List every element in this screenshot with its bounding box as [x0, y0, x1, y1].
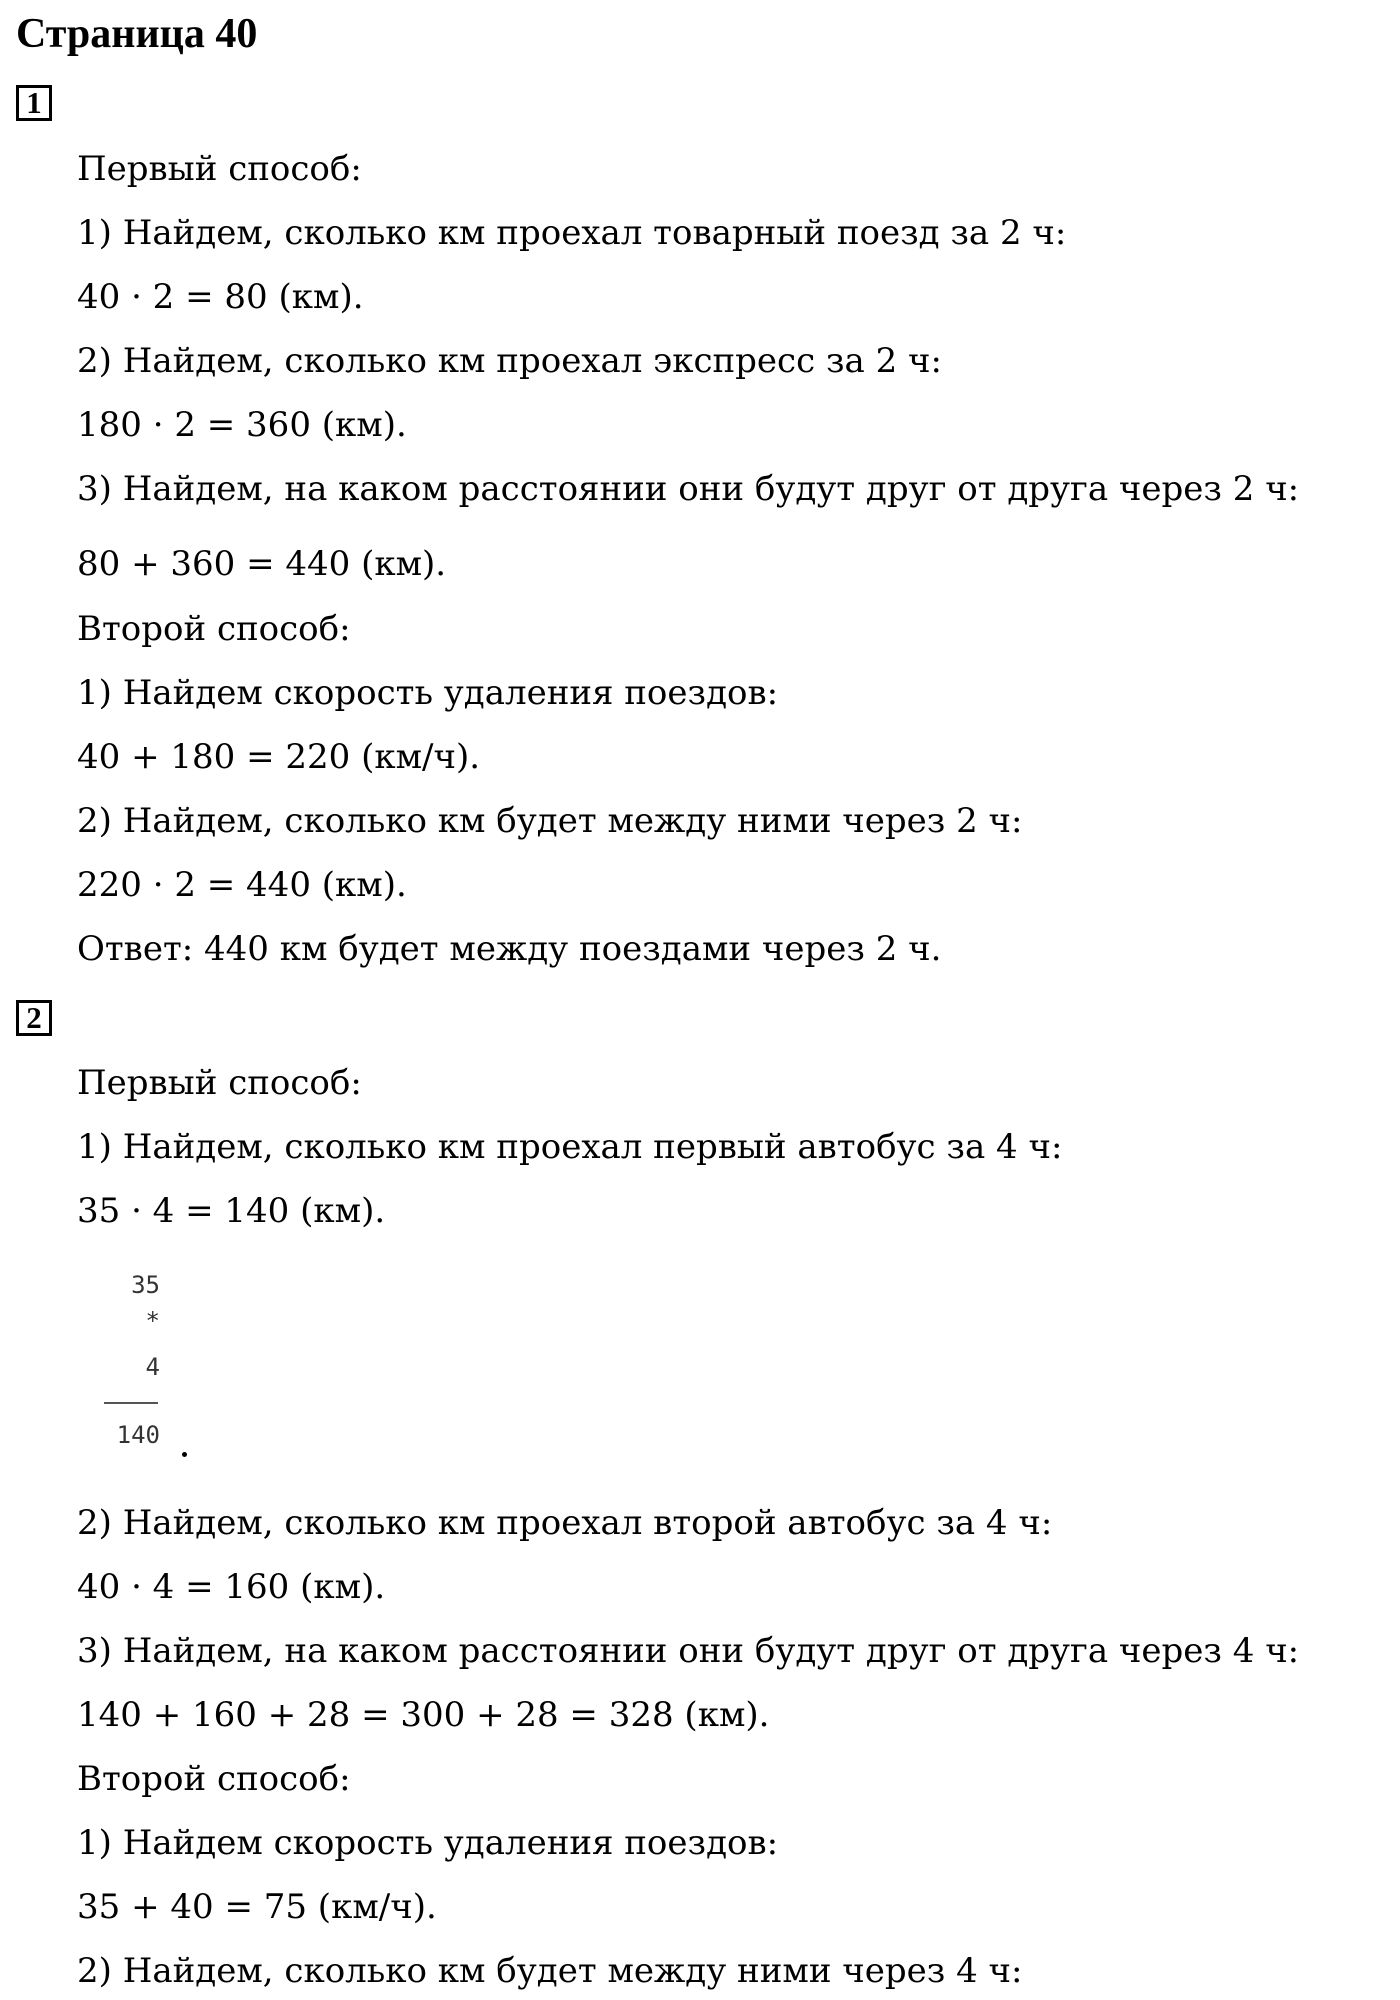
column-calc-rule: [104, 1402, 158, 1404]
task-2-line-7: 140 + 160 + 28 = 300 + 28 = 328 (км).: [77, 1695, 770, 1735]
task-2-line-10: 35 + 40 = 75 (км/ч).: [77, 1887, 437, 1927]
task-2-line-3: 35 · 4 = 140 (км).: [77, 1191, 386, 1231]
task-2-number: 2: [16, 1000, 52, 1036]
task-1-line-8: Второй способ:: [77, 609, 351, 649]
task-1-line-1: Первый способ:: [77, 149, 362, 189]
column-multiplication: [100, 1262, 180, 1462]
task-1-line-10: 40 + 180 = 220 (км/ч).: [77, 737, 481, 777]
task-2-line-11: 2) Найдем, сколько км будет между ними через 4 ч:: [77, 1951, 1023, 1991]
column-calc-bottom: 4: [145, 1353, 160, 1381]
task-2-line-4: 2) Найдем, сколько км проехал второй автобус за 4 ч:: [77, 1503, 1053, 1543]
page-title: Страница 40: [16, 11, 258, 57]
task-1-line-3: 40 · 2 = 80 (км).: [77, 277, 364, 317]
task-2-line-1: Первый способ:: [77, 1063, 362, 1103]
task-1-line-7: 80 + 360 = 440 (км).: [77, 544, 447, 584]
task-1-line-11: 2) Найдем, сколько км будет между ними через 2 ч:: [77, 801, 1023, 841]
task-2-line-8: Второй способ:: [77, 1759, 351, 1799]
task-2-line-5: 40 · 4 = 160 (км).: [77, 1567, 386, 1607]
column-calc-result: 140: [116, 1421, 160, 1449]
task-1-line-5: 180 · 2 = 360 (км).: [77, 405, 407, 445]
task-1-number: 1: [16, 85, 52, 121]
column-calc-top: 35: [131, 1271, 160, 1299]
task-1-line-6: 3) Найдем, на каком расстоянии они будут друг от друга через 2 ч:: [77, 469, 1300, 509]
task-1-line-12: 220 · 2 = 440 (км).: [77, 865, 407, 905]
task-2-line-2: 1) Найдем, сколько км проехал первый автобус за 4 ч:: [77, 1127, 1063, 1167]
column-calc-operator: *: [145, 1307, 160, 1335]
task-1-line-4: 2) Найдем, сколько км проехал экспресс за 2 ч:: [77, 341, 942, 381]
task-1-answer: Ответ: 440 км будет между поездами через 2 ч.: [77, 929, 942, 969]
task-1-line-9: 1) Найдем скорость удаления поездов:: [77, 673, 779, 713]
task-1-line-2: 1) Найдем, сколько км проехал товарный поезд за 2 ч:: [77, 213, 1067, 253]
task-2-line-9: 1) Найдем скорость удаления поездов:: [77, 1823, 779, 1863]
column-calc-period: [182, 1452, 187, 1457]
task-2-line-6: 3) Найдем, на каком расстоянии они будут друг от друга через 4 ч:: [77, 1631, 1300, 1671]
